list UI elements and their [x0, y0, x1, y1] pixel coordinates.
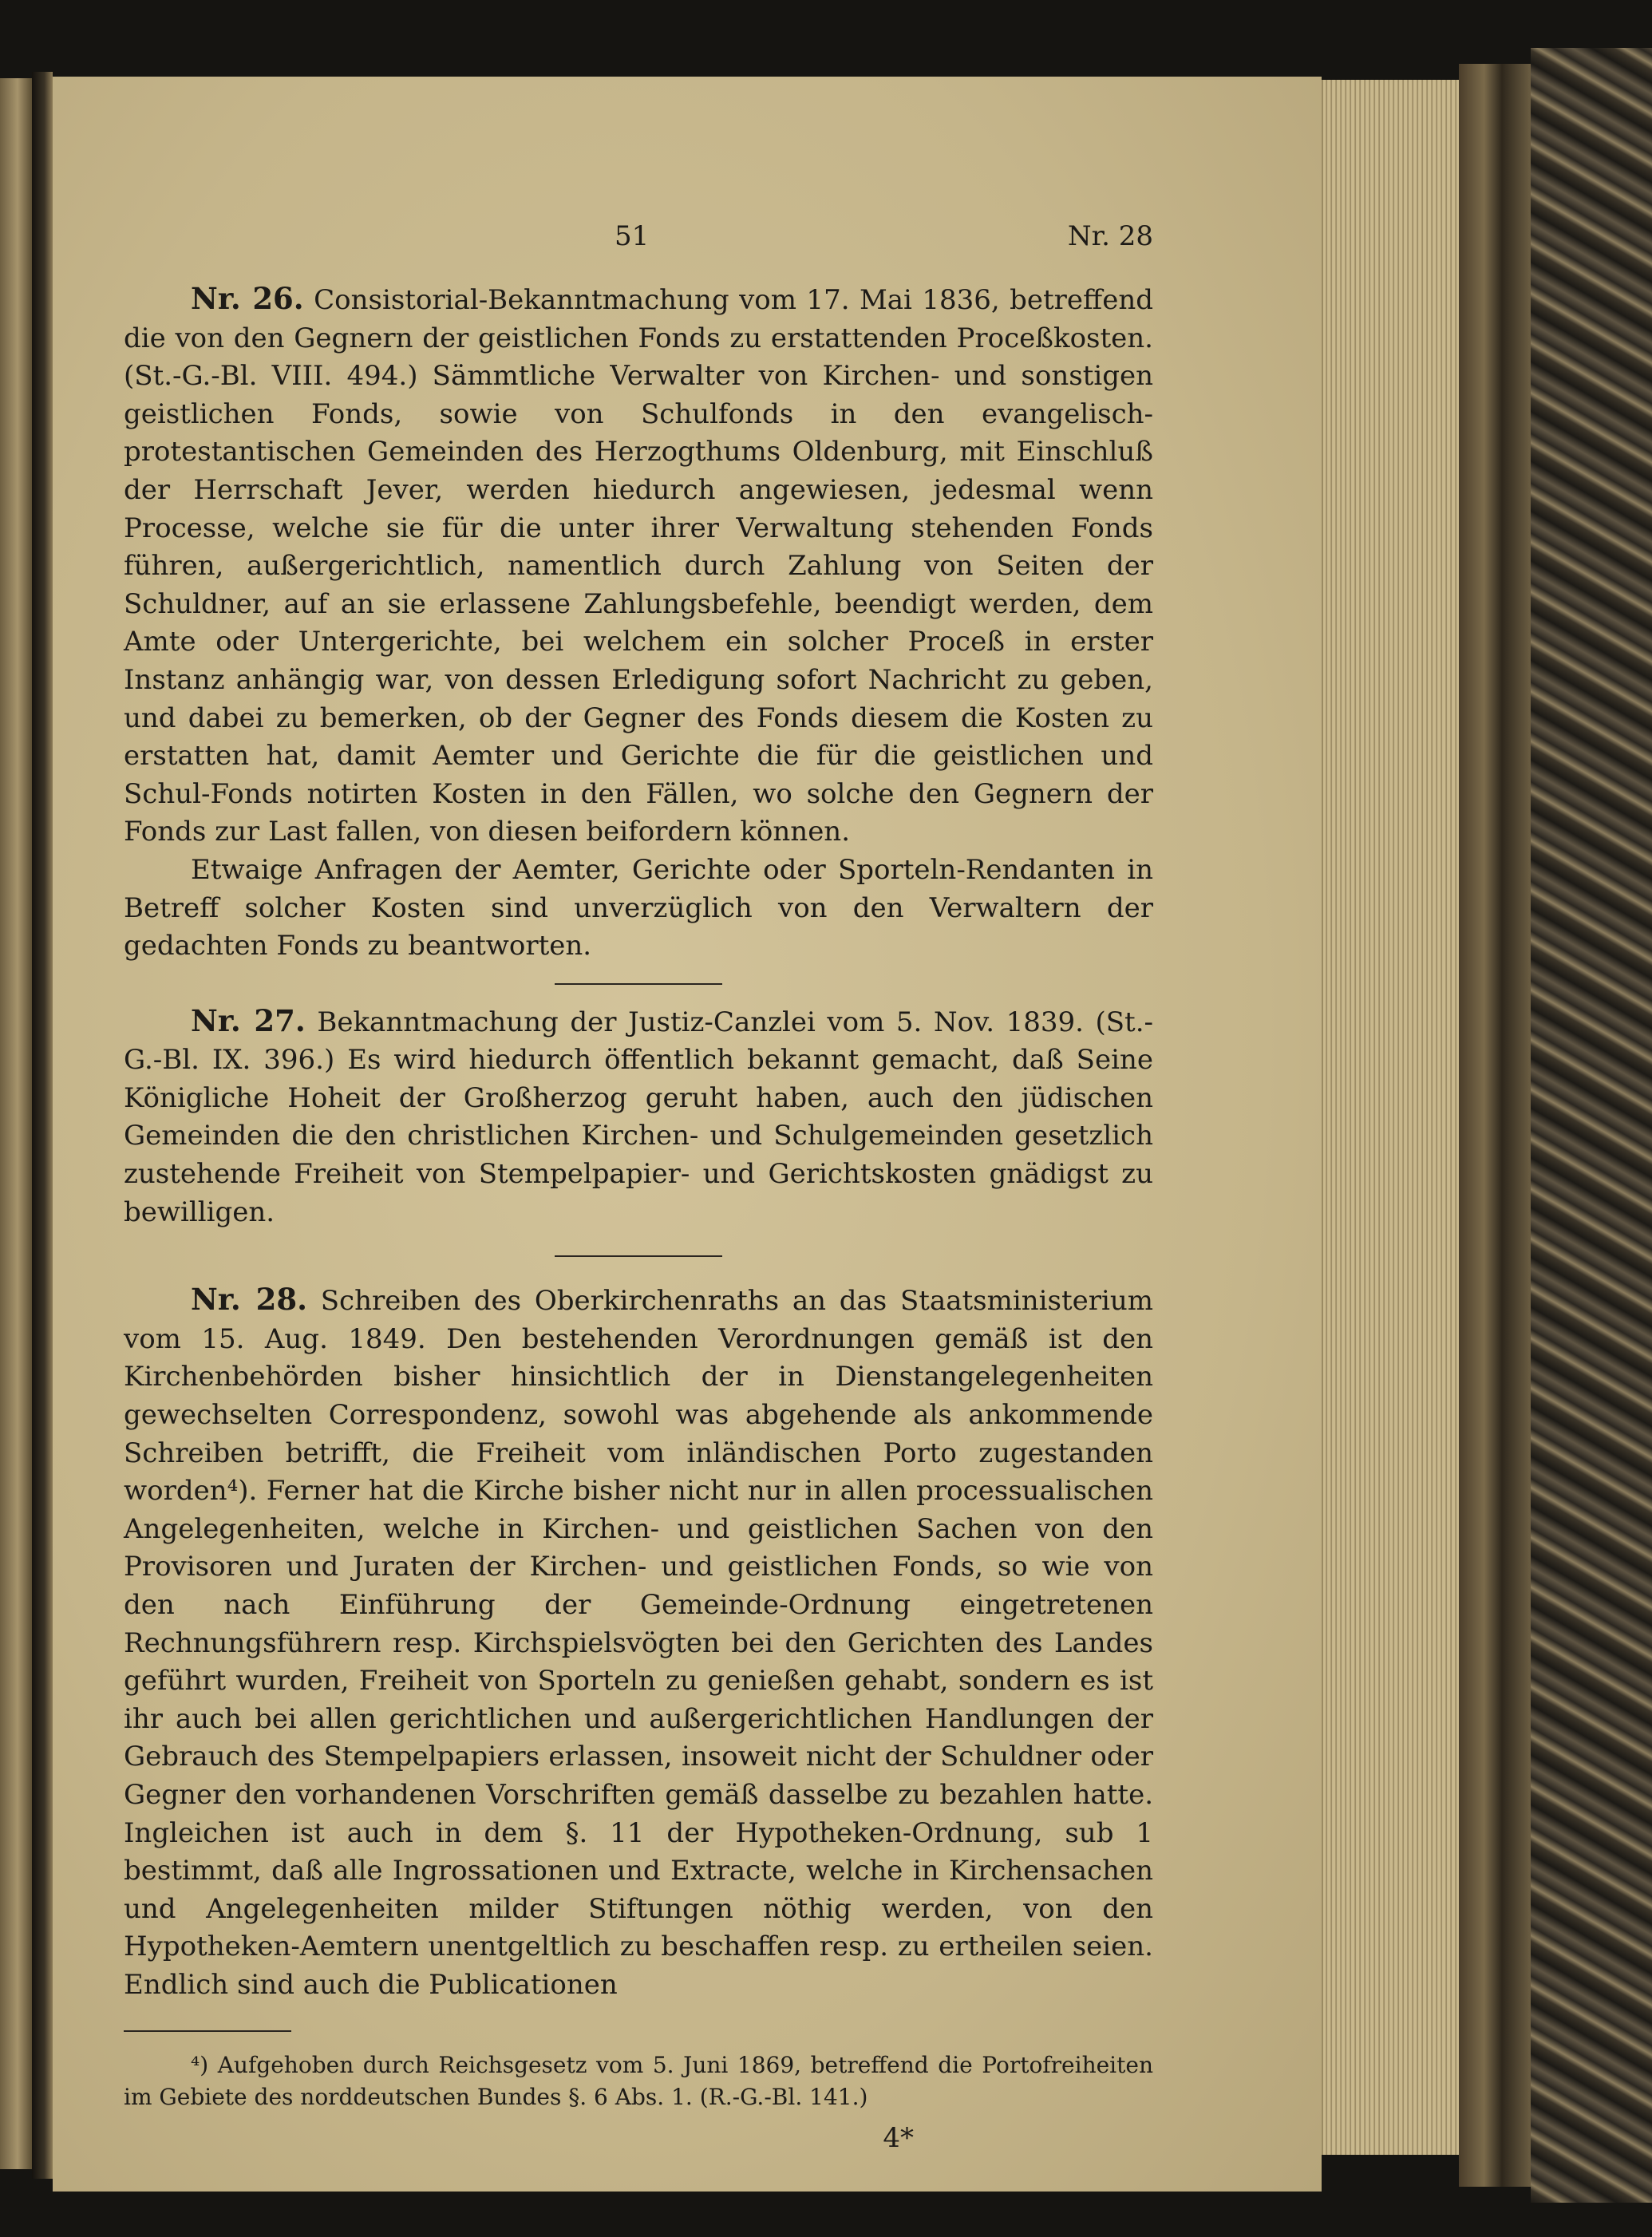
section-26-paragraph-2: Etwaige Anfragen der Aemter, Gerichte oder Sporteln-Rendanten in Betreff solcher Kosten sind unverzüglich von den Verwaltern der gedachten Fonds zu beantworten. [124, 853, 1153, 962]
book-cover-edge [1459, 64, 1531, 2187]
signature-mark: 4* [883, 2121, 914, 2154]
section-divider [555, 1255, 722, 1257]
page-number: 51 [615, 220, 650, 252]
left-page-edge [0, 78, 32, 2169]
section-28-text-1: Schreiben des Oberkirchenraths an das Staatsministerium vom 15. Aug. 1849. Den bestehenden Verordnungen gemäß ist den Kirchenbehörden bisher hinsichtlich der in Dienstangelegenheiten gewechselten Correspondenz, sowohl was abgehende als ankommende Schreiben betrifft, die Freiheit vom inländischen Porto zugestanden worden⁴). Ferner hat die Kirche bisher nicht nur in allen processualischen Angelegenheiten, welche in Kirchen- und geistlichen Sachen von den Provisoren und Juraten der Kirchen- und geistlichen Fonds, so wie von den nach Einführung der Gemeinde-Ordnung eingetretenen Rechnungsführern resp. Kirchspielsvögten bei den Gerichten des Landes geführt wurden, Freiheit von Sporteln zu genießen gehabt, sondern es ist ihr auch bei allen gerichtlichen und außergerichtlichen Handlungen der Gebrauch des Stempelpapiers erlassen, insoweit nicht der Schuldner oder Gegner den vorhandenen Vorschriften gemäß dasselbe zu bezahlen hatte. Ingleichen ist auch in dem §. 11 der Hypotheken-Ordnung, sub 1 bestimmt, daß alle Ingrossationen und Extracte, welche in Kirchensachen und Angelegenheiten milder Stiftungen nöthig werden, von den Hypotheken-Aemtern unentgeltlich zu beschaffen resp. zu ertheilen seien. Endlich sind auch die Publicationen [124, 1285, 1153, 2001]
section-28-number: Nr. 28. [191, 1282, 307, 1318]
running-head [124, 220, 1153, 260]
page-body [124, 280, 1153, 2157]
section-26-text-1: Consistorial-Bekanntmachung vom 17. Mai 1836, betreffend die von den Gegnern der geistlichen Fonds zu erstattenden Proceßkosten. (St.-G.-Bl. VIII. 494.) Sämmtliche Verwalter von Kirchen- und sonstigen geistlichen Fonds, sowie von Schulfonds in den evangelisch-protestantischen Gemeinden des Herzogthums Oldenburg, mit Einschluß der Herrschaft Jever, werden hiedurch angewiesen, jedesmal wenn Processe, welche sie für die unter ihrer Verwaltung stehenden Fonds führen, außergerichtlich, namentlich durch Zahlung von Seiten der Schuldner, auf an sie erlassene Zahlungsbefehle, beendigt werden, dem Amte oder Untergerichte, bei welchem ein solcher Proceß in erster Instanz anhängig war, von dessen Erledigung sofort Nachricht zu geben, und dabei zu bemerken, ob der Gegner des Fonds diesem die Kosten zu erstatten hat, damit Aemter und Gerichte die für die geistlichen und Schul-Fonds notirten Kosten in den Fällen, wo solche den Gegnern der Fonds zur Last fallen, von diesen beifordern können. [124, 284, 1153, 848]
section-26-paragraph-1 [124, 280, 1153, 852]
footnote: ⁴) Aufgehoben durch Reichsgesetz vom 5. Juni 1869, betreffend die Portofreiheiten im Gebiete des norddeutschen Bundes §. 6 Abs. 1. (R.-G.-Bl. 141.) [124, 2051, 1153, 2110]
section-divider [555, 983, 722, 985]
section-26-number: Nr. 26. [191, 281, 304, 316]
running-head-section: Nr. 28 [1067, 220, 1153, 252]
section-27-paragraph-1 [124, 1002, 1153, 1232]
section-27-text-1: Bekanntmachung der Justiz-Canzlei vom 5. Nov. 1839. (St.-G.-Bl. IX. 396.) Es wird hiedurch öffentlich bekannt gemacht, daß Seine Königliche Hoheit der Großherzog geruht haben, auch den jüdischen Gemeinden die den christlichen Kirchen- und Schulgemeinden gesetzlich zustehende Freiheit von Stempelpapier- und Gerichtskosten gnädigst zu bewilligen. [124, 1006, 1153, 1228]
page-edges [1322, 80, 1460, 2155]
marbled-cover [1531, 48, 1652, 2203]
book-gutter [32, 72, 53, 2179]
section-27-number: Nr. 27. [191, 1002, 306, 1038]
section-28-paragraph-1 [124, 1281, 1153, 2004]
footnote-divider [124, 2030, 291, 2032]
